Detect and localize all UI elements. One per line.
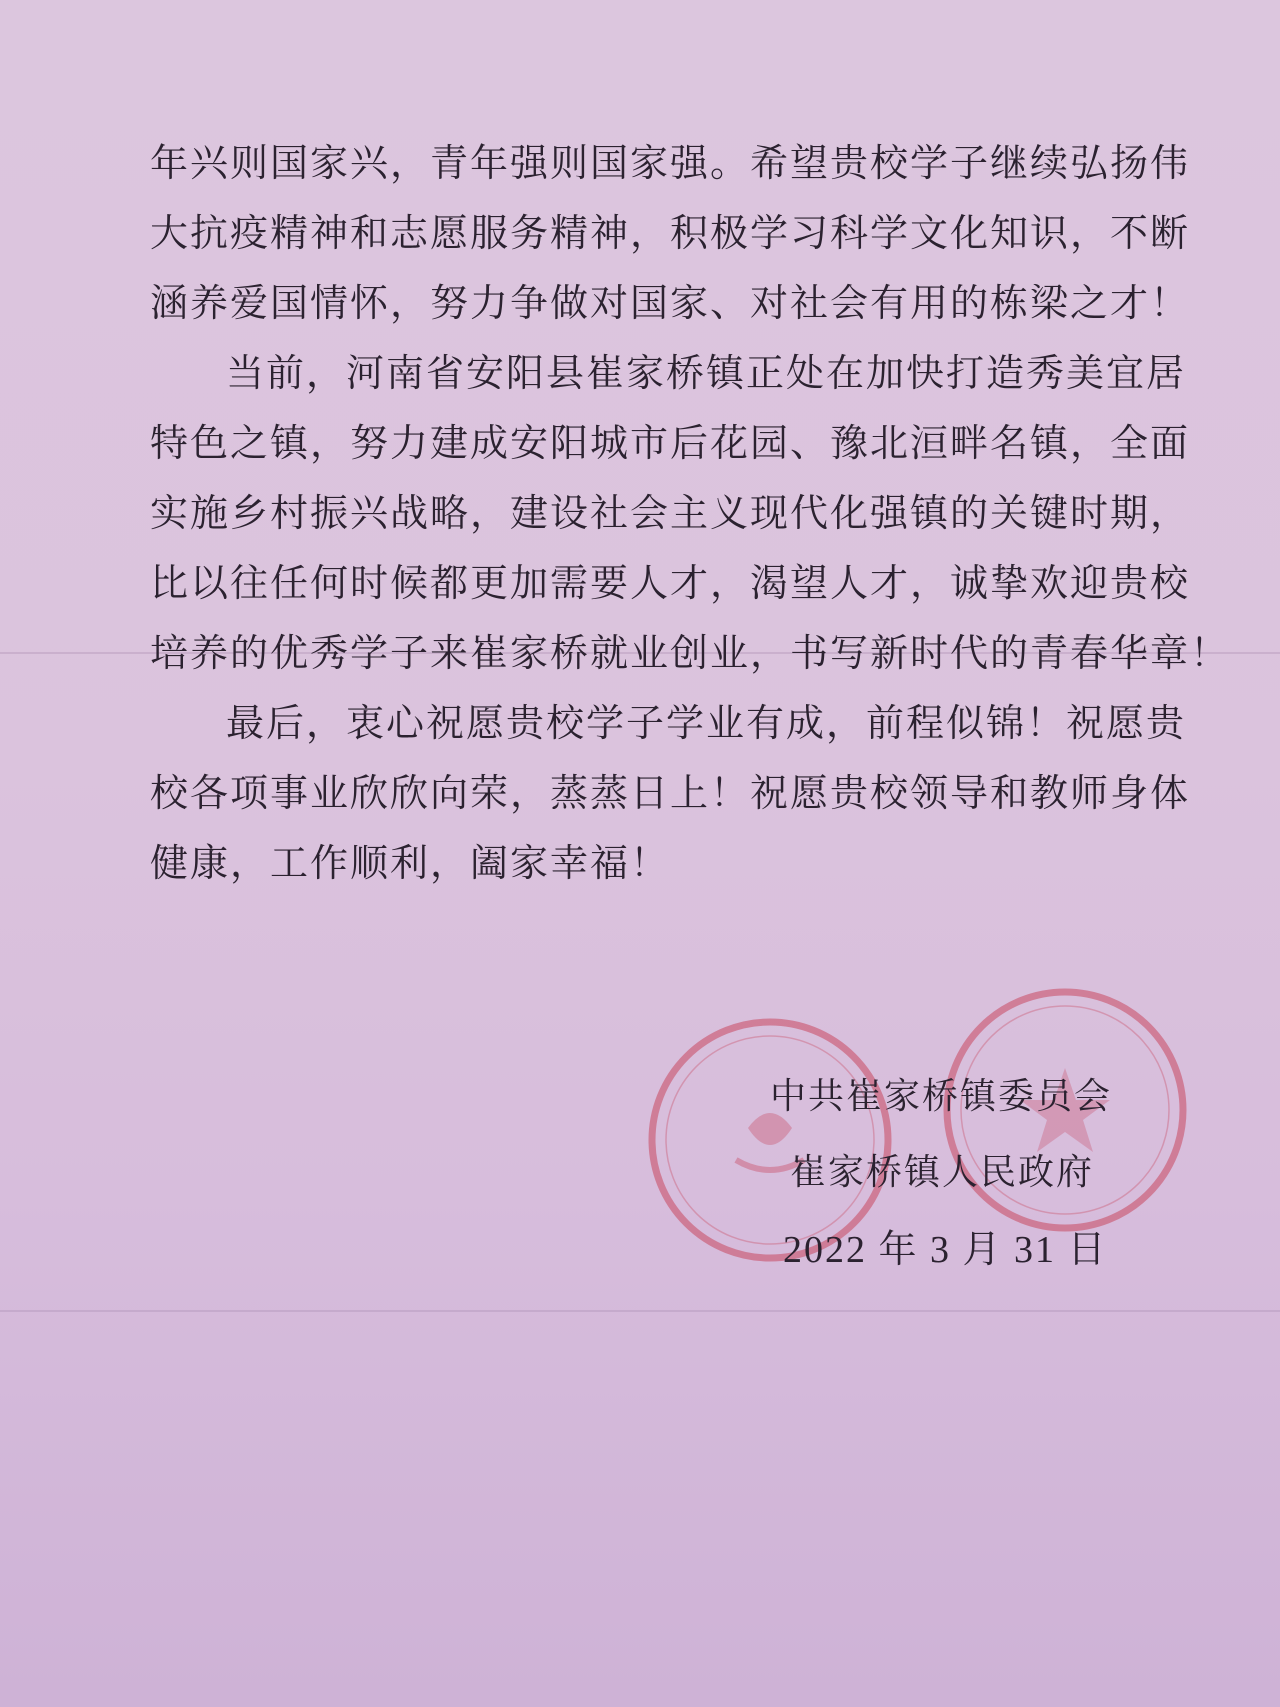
body-line: 培养的优秀学子来崔家桥就业创业，书写新时代的青春华章！ <box>150 631 1231 675</box>
body-line: 健康，工作顺利，阖家幸福！ <box>150 841 671 885</box>
body-line: 特色之镇，努力建成安阳城市后花园、豫北洹畔名镇，全面 <box>150 421 1191 465</box>
body-line: 校各项事业欣欣向荣，蒸蒸日上！祝愿贵校领导和教师身体 <box>150 771 1191 815</box>
body-line: 最后，衷心祝愿贵校学子学业有成，前程似锦！祝愿贵 <box>226 701 1187 745</box>
signature-government: 崔家桥镇人民政府 <box>790 1152 1095 1193</box>
paper-fold-line <box>0 1310 1280 1312</box>
letter-body <box>150 128 1231 898</box>
body-line: 实施乡村振兴战略，建设社会主义现代化强镇的关键时期， <box>150 491 1191 535</box>
body-line: 比以往任何时候都更加需要人才，渴望人才，诚挚欢迎贵校 <box>150 561 1191 605</box>
body-line: 年兴则国家兴，青年强则国家强。希望贵校学子继续弘扬伟 <box>150 141 1191 185</box>
body-line: 大抗疫精神和志愿服务精神，积极学习科学文化知识，不断 <box>150 211 1191 255</box>
signature-date: 2022 年 3 月 31 日 <box>783 1229 1108 1271</box>
signature-party-committee: 中共崔家桥镇委员会 <box>770 1076 1113 1117</box>
body-line: 涵养爱国情怀，努力争做对国家、对社会有用的栋梁之才！ <box>150 281 1191 325</box>
body-line: 当前，河南省安阳县崔家桥镇正处在加快打造秀美宜居 <box>226 351 1187 395</box>
